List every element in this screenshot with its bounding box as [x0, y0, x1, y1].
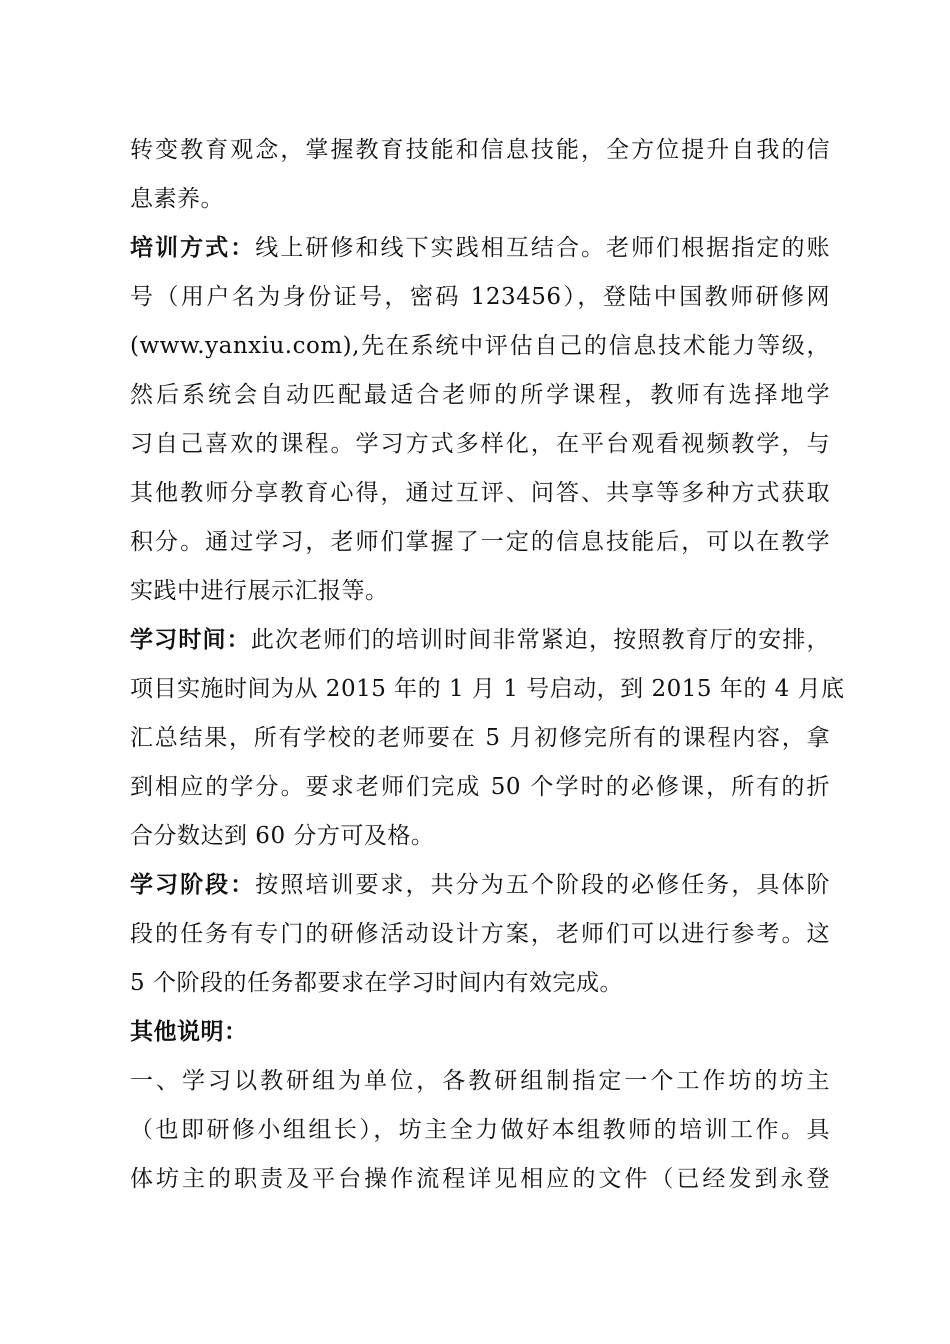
training-method-line-5: 习自己喜欢的课程。学习方式多样化，在平台观看视频教学，与 [130, 431, 830, 457]
study-stage-label: 学习阶段： [130, 872, 256, 898]
study-time-text-1: 此次老师们的培训时间非常紧迫，按照教育厅的安排， [250, 627, 831, 653]
study-time-line-1 [130, 616, 830, 665]
other-notes-label: 其他说明： [130, 1019, 248, 1045]
study-time-line-3: 汇总结果，所有学校的老师要在 5 月初修完所有的课程内容，拿 [130, 725, 830, 751]
training-method-line-2: 号（用户名为身份证号，密码 123456），登陆中国教师研修网 [130, 284, 830, 310]
study-time-line-2: 项目实施时间为从 2015 年的 1 月 1 号启动，到 2015 年的 4 月底 [130, 676, 845, 702]
other-notes-heading [130, 1008, 830, 1057]
study-time-label: 学习时间： [130, 627, 251, 653]
intro-line-2: 息素养。 [130, 186, 224, 212]
training-method-line-8: 实践中进行展示汇报等。 [130, 578, 389, 604]
other-notes-line-1: 一、学习以教研组为单位，各教研组制指定一个工作坊的坊主 [130, 1068, 830, 1094]
document-body [130, 126, 845, 1204]
other-notes-line-2: （也即研修小组组长），坊主全力做好本组教师的培训工作。具 [130, 1117, 830, 1143]
study-stage-line-3: 5 个阶段的任务都要求在学习时间内有效完成。 [130, 970, 623, 996]
study-time-line-5: 合分数达到 60 分方可及格。 [130, 823, 435, 849]
study-stage-line-1 [130, 861, 830, 910]
intro-line-1: 转变教育观念，掌握教育技能和信息技能，全方位提升自我的信 [130, 137, 830, 163]
training-method-line-7: 积分。通过学习，老师们掌握了一定的信息技能后，可以在教学 [130, 529, 830, 555]
other-notes-line-3: 体坊主的职责及平台操作流程详见相应的文件（已经发到永登 [130, 1166, 830, 1192]
training-method-label: 培训方式： [130, 235, 256, 261]
training-method-line-4: 然后系统会自动匹配最适合老师的所学课程，教师有选择地学 [130, 382, 830, 408]
training-method-line-1 [130, 224, 830, 273]
study-stage-line-2: 段的任务有专门的研修活动设计方案，老师们可以进行参考。这 [130, 921, 830, 947]
training-method-text-1: 线上研修和线下实践相互结合。老师们根据指定的账 [255, 235, 831, 261]
training-method-line-3: (www.yanxiu.com),先在系统中评估自己的信息技术能力等级， [130, 333, 830, 359]
training-method-line-6: 其他教师分享教育心得，通过互评、问答、共享等多种方式获取 [130, 480, 830, 506]
study-time-line-4: 到相应的学分。要求老师们完成 50 个学时的必修课，所有的折 [130, 774, 830, 800]
study-stage-text-1: 按照培训要求，共分为五个阶段的必修任务，具体阶 [255, 872, 831, 898]
